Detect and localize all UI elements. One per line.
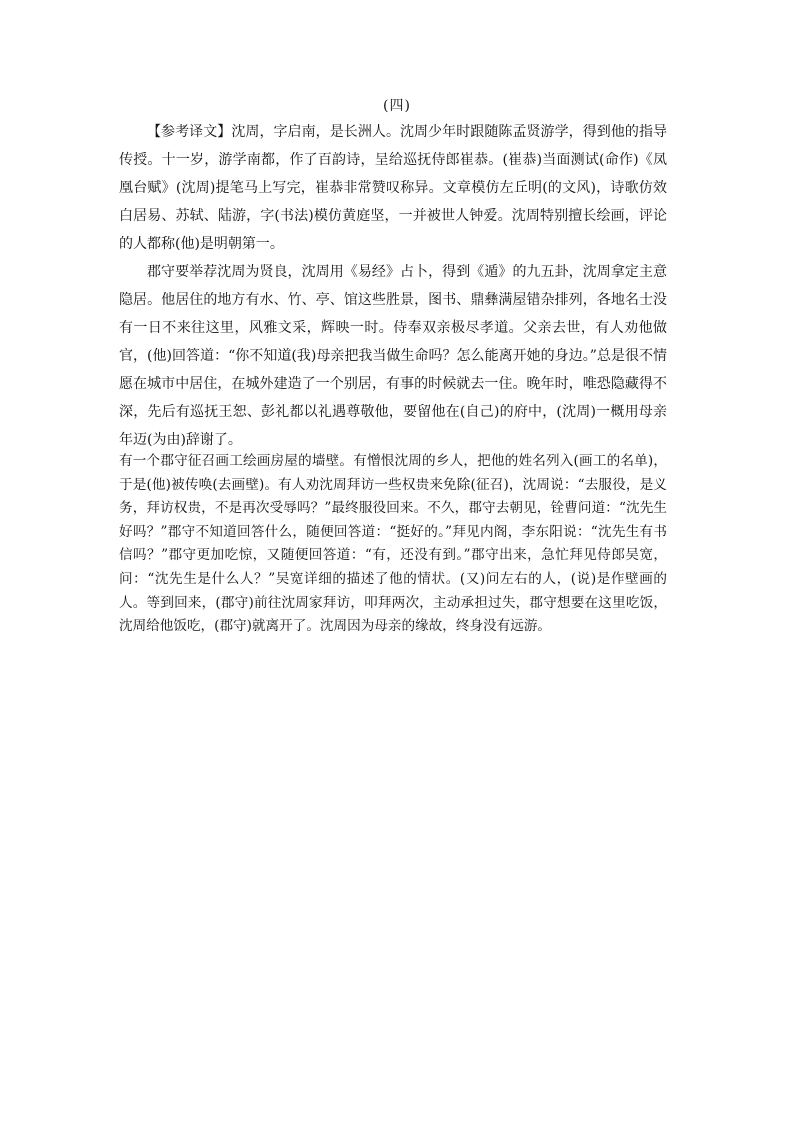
section-heading: (四)	[383, 98, 411, 114]
paragraph-painter-story: 有一个郡守征召画工绘画房屋的墙壁。有憎恨沈周的乡人，把他的姓名列入(画工的名单)，于是(他)被传唤(去画壁)。有人劝沈周拜访一些权贵来免除(征召)，沈周说：“去服役，是义务，拜访权贵，不是再次受辱吗？”最终服役回来。不久，郡守去朝见，铨曹问道：“沈先生好吗？”郡守不知道回答什么，随便回答道：“挺好的。”拜见内阁，李东阳说：“沈先生有书信吗？”郡守更加吃惊，又随便回答道：“有，还没有到。”郡守出来，急忙拜见侍郎吴宽，问：“沈先生是什么人？”吴宽详细的描述了他的情状。(又)问左右的人，(说)是作壁画的人。等到回来，(郡守)前往沈周家拜访，叩拜两次，主动承担过失，郡守想要在这里吃饭，沈周给他饭吃，(郡守)就离开了。沈周因为母亲的缘故，终身没有远游。	[119, 453, 667, 635]
paragraph-recluse-life: 郡守要举荐沈周为贤良，沈周用《易经》占卜，得到《遁》的九五卦，沈周拿定主意隐居。他居住的地方有水、竹、亭、馆这些胜景，图书、鼎彝满屋错杂排列，各地名士没有一日不来往这里，风雅文采，辉映一时。侍奉双亲极尽孝道。父亲去世，有人劝他做官，(他)回答道：“你不知道(我)母亲把我当做生命吗？怎么能离开她的身边。”总是很不情愿在城市中居住，在城外建造了一个别居，有事的时候就去一住。晚年时，唯恐隐藏得不深，先后有巡抚王恕、彭礼都以礼遇尊敬他，要留他在(自己)的府中，(沈周)一概用母亲年迈(为由)辞谢了。	[119, 264, 667, 448]
paragraph-reference-translation: 【参考译文】沈周，字启南，是长洲人。沈周少年时跟随陈孟贤游学，得到他的指导传授。十一岁，游学南都，作了百韵诗，呈给巡抚侍郎崔恭。(崔恭)当面测试(命作)《凤凰台赋》(沈周)提笔马上写完，崔恭非常赞叹称异。文章模仿左丘明(的文风)，诗歌仿效白居易、苏轼、陆游，字(书法)模仿黄庭坚，一并被世人钟爱。沈周特别擅长绘画，评论的人都称(他)是明朝第一。	[119, 124, 667, 252]
